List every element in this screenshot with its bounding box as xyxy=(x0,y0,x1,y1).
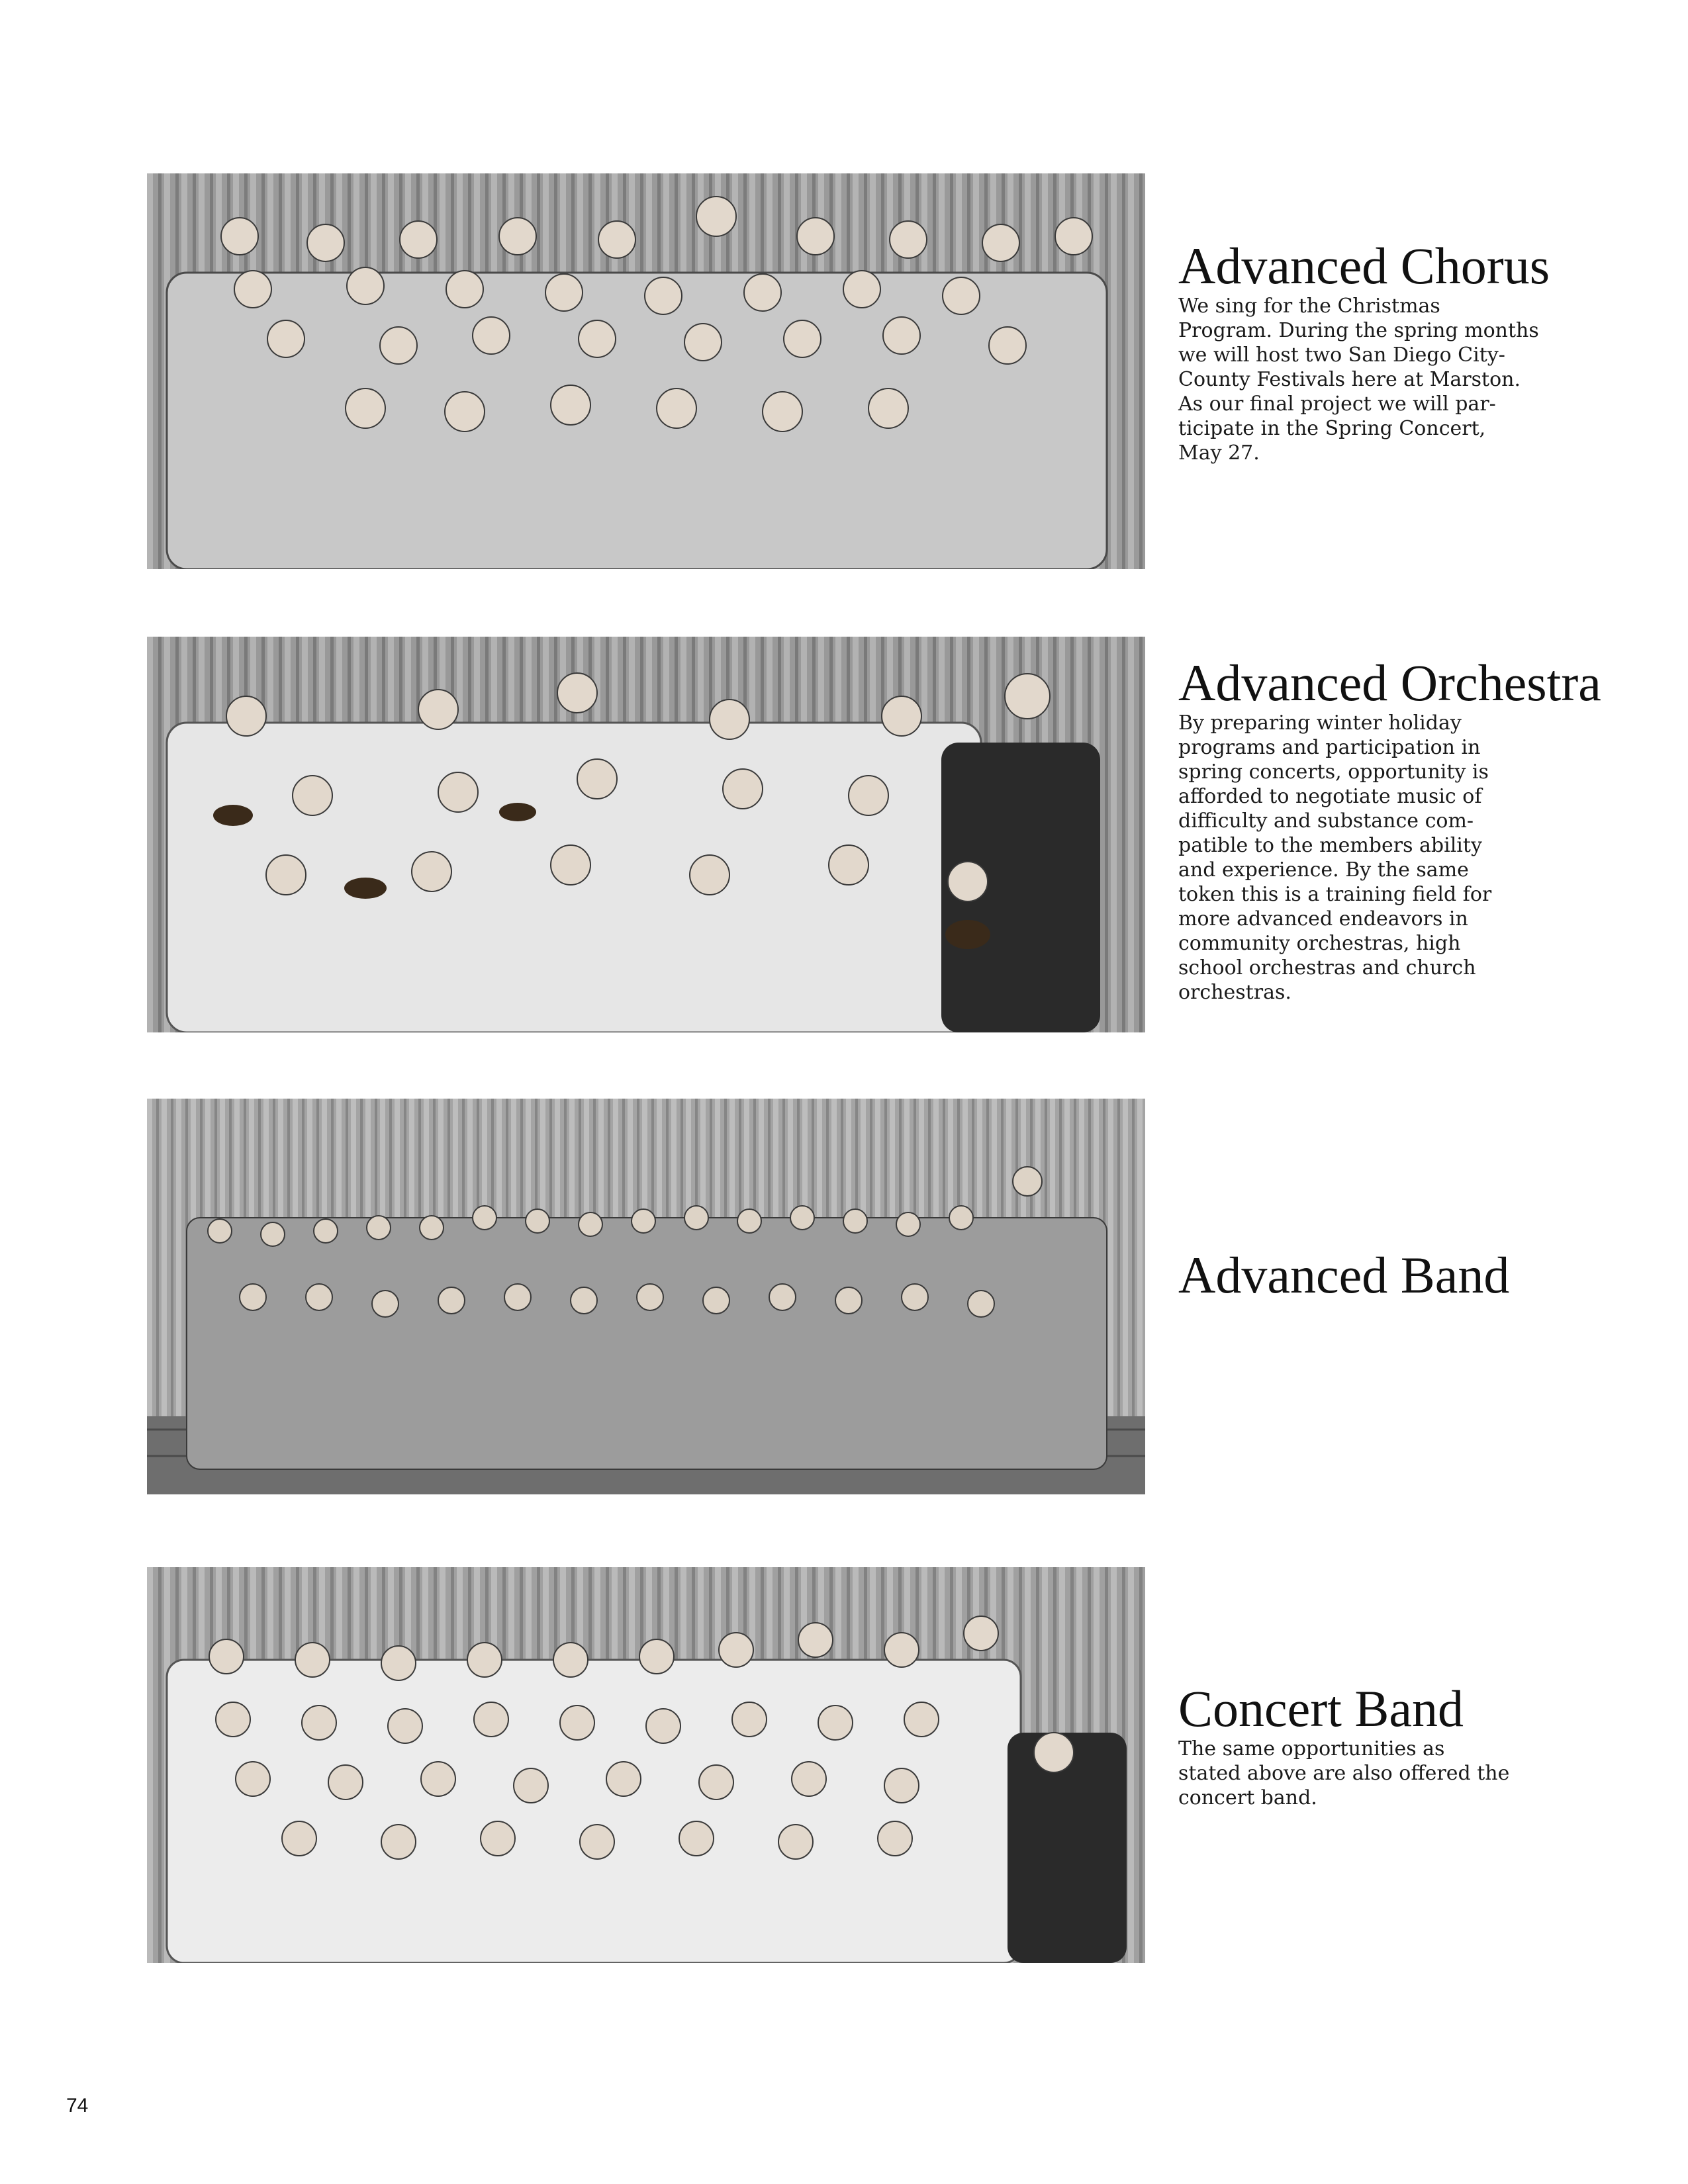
group-photo-image xyxy=(147,637,1145,1032)
concert-band-photo xyxy=(147,1567,1145,1963)
advanced-band-title: Advanced Band xyxy=(1178,1246,1510,1304)
concert-band-title: Concert Band xyxy=(1178,1680,1464,1737)
advanced-orchestra-photo xyxy=(147,637,1145,1032)
advanced-orchestra-text: By preparing winter holiday programs and participation in spring concerts, opportunity is afforded to negotiate music of difficulty and substance com- patible to the members ability and experience. By the same token this is a training field for more advanced endeavors in community orchestras, high school orchestras and church orchestras. xyxy=(1178,711,1492,1004)
advanced-orchestra-title: Advanced Orchestra xyxy=(1178,654,1601,711)
advanced-band-caption xyxy=(1178,1248,1642,1303)
group-photo-image xyxy=(147,1567,1145,1963)
advanced-chorus-title: Advanced Chorus xyxy=(1178,237,1550,295)
advanced-chorus-caption xyxy=(1178,238,1642,465)
concert-band-text: The same opportunities as stated above are also offered the concert band. xyxy=(1178,1737,1510,1809)
advanced-chorus-photo xyxy=(147,173,1145,569)
advanced-orchestra-caption xyxy=(1178,655,1642,1005)
concert-band-caption xyxy=(1178,1681,1642,1810)
page-number: 74 xyxy=(66,2095,89,2116)
group-photo-image xyxy=(147,173,1145,569)
advanced-chorus-text: We sing for the Christmas Program. During the spring months we will host two San Diego City- County Festivals here at Marston. As our final project we will par- ticipate in the Spring Concert, May 27. xyxy=(1178,295,1539,465)
group-photo-image xyxy=(147,1099,1145,1494)
advanced-band-photo xyxy=(147,1099,1145,1494)
chorus-members xyxy=(167,273,1107,569)
